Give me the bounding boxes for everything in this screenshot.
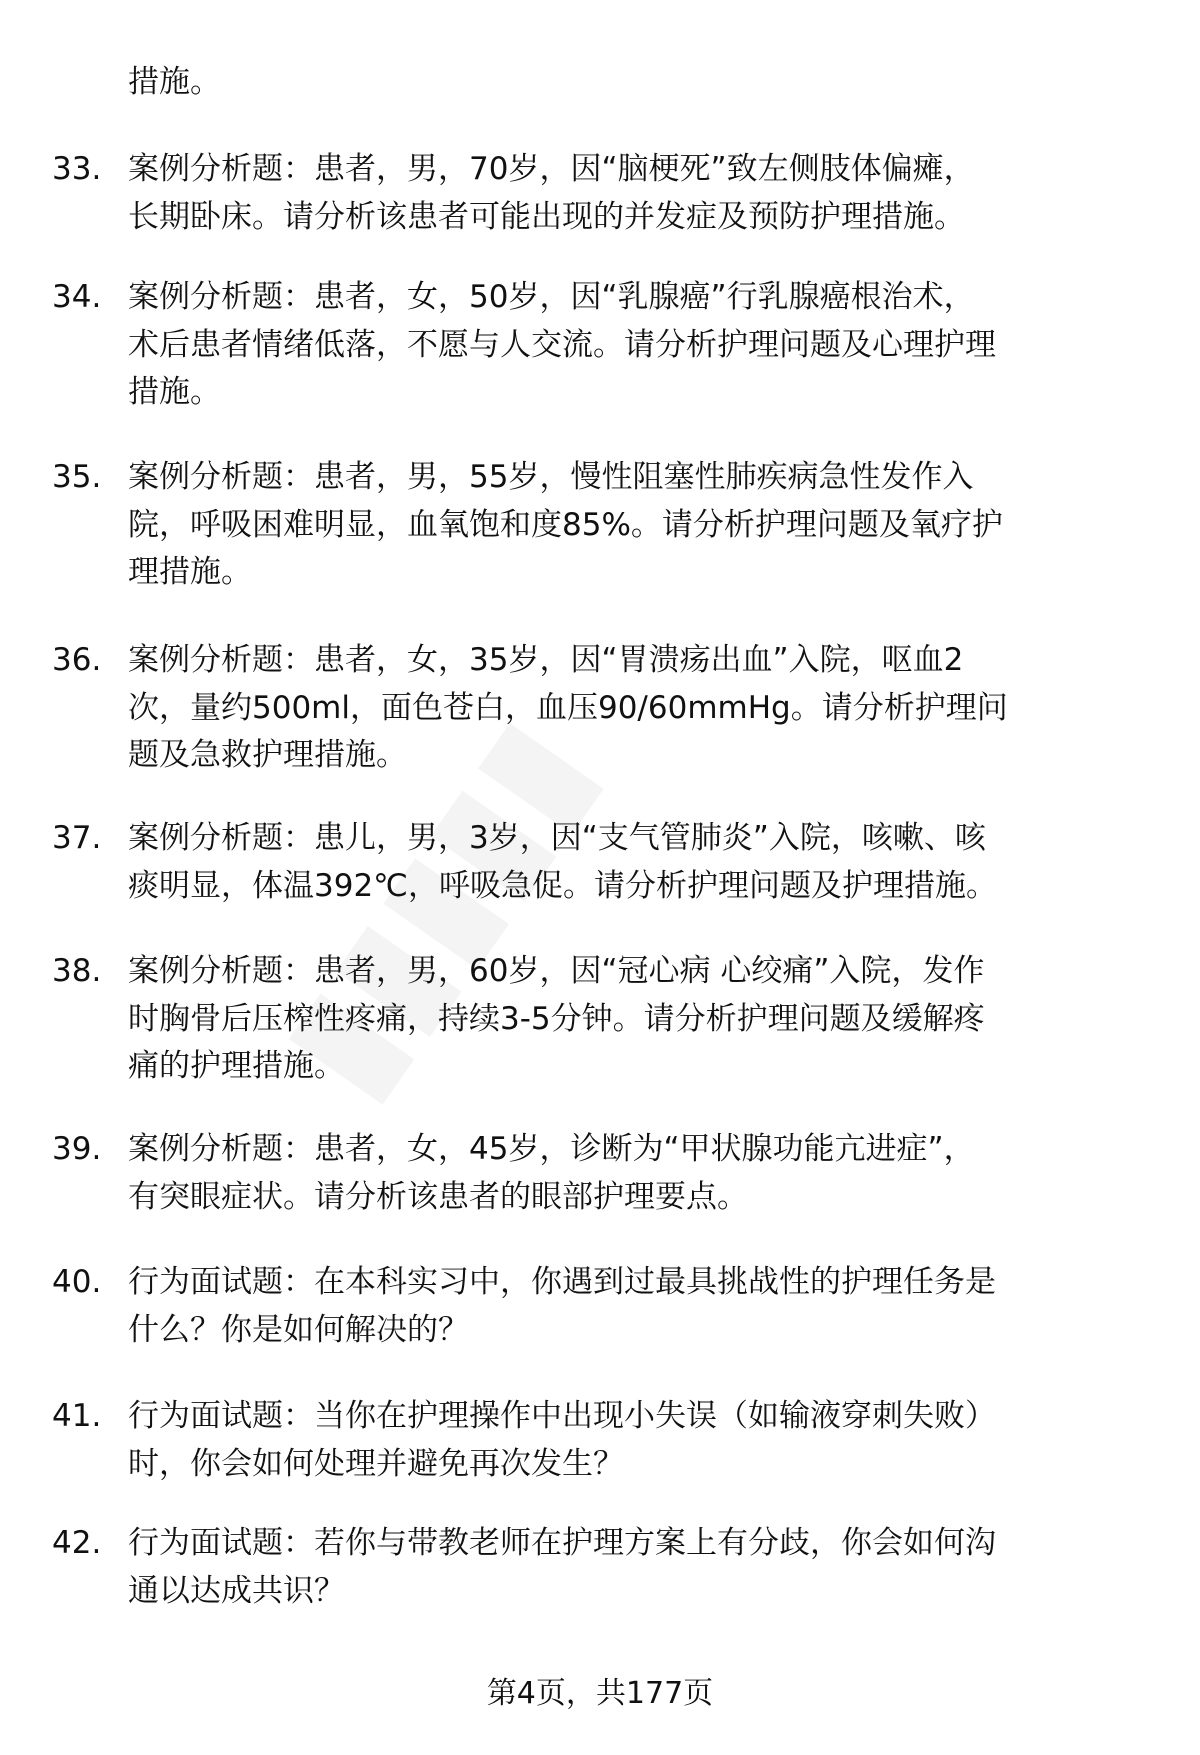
question-number: 38. <box>52 953 102 989</box>
question-number: 42. <box>52 1525 102 1561</box>
text-line: 痰明显，体温392℃，呼吸急促。请分析护理问题及护理措施。 <box>128 867 997 904</box>
question-text <box>128 637 1178 780</box>
question-text <box>128 1393 1178 1488</box>
text-line: 行为面试题：当你在护理操作中出现小失误（如输液穿刺失败） <box>128 1398 996 1434</box>
text-line: 痛的护理措施。 <box>128 1048 345 1084</box>
question-number: 33. <box>52 151 102 187</box>
question-text <box>128 454 1178 597</box>
text-line: 院，呼吸困难明显，血氧饱和度85%。请分析护理问题及氧疗护 <box>128 506 1003 543</box>
question-text <box>128 1259 1178 1354</box>
text-line: 题及急救护理措施。 <box>128 737 407 773</box>
question-number: 35. <box>52 459 102 495</box>
question-number: 36. <box>52 642 102 678</box>
text-line: 案例分析题：患者，男，70岁，因“脑梗死”致左侧肢体偏瘫， <box>128 151 975 187</box>
question-number: 40. <box>52 1264 102 1300</box>
text-line: 术后患者情绪低落，不愿与人交流。请分析护理问题及心理护理 <box>128 326 996 363</box>
question-text <box>128 1520 1178 1615</box>
text-line: 行为面试题：若你与带教老师在护理方案上有分歧，你会如何沟 <box>128 1525 996 1561</box>
text-line: 案例分析题：患者，女，35岁，因“胃溃疡出血”入院，呕血2 <box>128 642 964 678</box>
text-line: 通以达成共识？ <box>128 1572 345 1609</box>
text-line: 措施。 <box>128 64 221 100</box>
text-line: 长期卧床。请分析该患者可能出现的并发症及预防护理措施。 <box>128 198 965 235</box>
question-text <box>128 146 1178 241</box>
text-line: 理措施。 <box>128 554 252 590</box>
text-line: 行为面试题：在本科实习中，你遇到过最具挑战性的护理任务是 <box>128 1264 996 1300</box>
question-text <box>128 948 1178 1091</box>
text-line: 案例分析题：患者，男，60岁，因“冠心病 心绞痛”入院，发作 <box>128 953 985 989</box>
page-number: 第4页，共177页 <box>486 1676 714 1711</box>
question-text <box>128 1126 1178 1221</box>
question-number: 41. <box>52 1398 102 1434</box>
text-line: 时胸骨后压榨性疼痛，持续3-5分钟。请分析护理问题及缓解疼 <box>128 1000 985 1037</box>
text-line: 案例分析题：患者，男，55岁，慢性阻塞性肺疾病急性发作入 <box>128 459 974 495</box>
text-line: 案例分析题：患儿，男，3岁，因“支气管肺炎”入院，咳嗽、咳 <box>128 820 986 856</box>
question-text <box>128 274 1178 417</box>
text-line: 措施。 <box>128 374 221 410</box>
question-text <box>128 815 1178 910</box>
question-number: 39. <box>52 1131 102 1167</box>
text-line: 有突眼症状。请分析该患者的眼部护理要点。 <box>128 1178 748 1215</box>
text-line: 什么？你是如何解决的？ <box>128 1311 469 1348</box>
text-line: 案例分析题：患者，女，50岁，因“乳腺癌”行乳腺癌根治术， <box>128 279 975 315</box>
text-line: 次，量约500ml，面色苍白，血压90/60mmHg。请分析护理问 <box>128 689 1008 726</box>
question-number: 37. <box>52 820 102 856</box>
question-number: 34. <box>52 279 102 315</box>
text-line: 案例分析题：患者，女，45岁，诊断为“甲状腺功能亢进症”， <box>128 1131 975 1167</box>
text-line: 时，你会如何处理并避免再次发生？ <box>128 1445 624 1482</box>
